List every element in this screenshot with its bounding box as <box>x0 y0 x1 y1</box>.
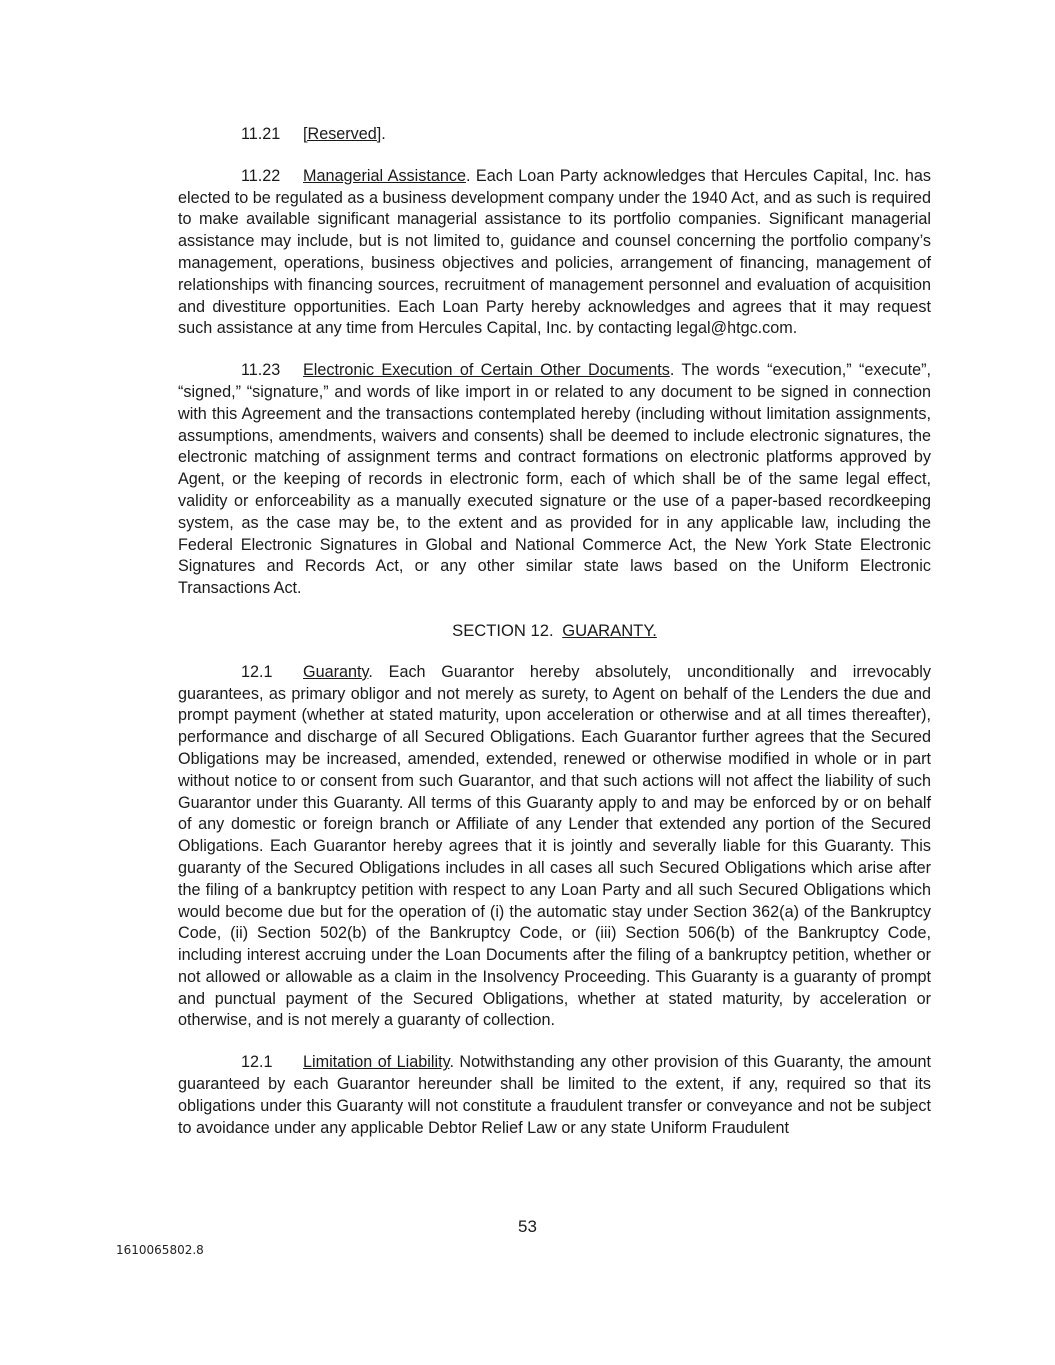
section-number: 12.1 <box>241 1053 273 1072</box>
section-number: 11.22 <box>241 166 281 185</box>
section-heading: Guaranty <box>303 662 369 681</box>
document-id: 1610065802.8 <box>116 1243 204 1257</box>
section-heading: [Reserved] <box>303 125 382 143</box>
section-body: . Notwithstanding any other provision of this Guaranty, the amount guaranteed by each Guarantor hereunder shall be limited to the extent, if any, required so that its obligations under this Guaranty will not constitute a fraudulent transfer or conveyance and not be subject to avoidance under any applicable Debtor Relief Law or any state Uniform Fraudulent <box>178 1053 932 1137</box>
section-number: 12.1 <box>241 662 273 681</box>
section-12-1-guaranty <box>178 662 931 1033</box>
section-body: . Each Loan Party acknowledges that Hercules Capital, Inc. has elected to be regulated as a business development company under the 1940 Act, and as such is required to make available significant managerial assistance to its portfolio companies. Significant managerial assistance may include, but is not limited to, guidance and counsel concerning the portfolio company’s management, operations, business objectives and policies, arrangement of financing, management of relationships with financing sources, recruitment of management personnel and evaluation of acquisition and divestiture opportunities. Each Loan Party hereby acknowledges and agrees that it may request such assistance at any time from Hercules Capital, Inc. by contacting legal@htgc.com. <box>178 166 931 338</box>
section-heading: Limitation of Liability <box>303 1053 450 1072</box>
section-heading: Managerial Assistance <box>303 166 466 185</box>
section-heading: Electronic Execution of Certain Other Documents <box>303 361 670 380</box>
section-trail: . <box>381 125 386 143</box>
page-number: 53 <box>518 1217 537 1236</box>
section-11-23 <box>178 360 931 600</box>
section-12-1-limitation <box>178 1052 931 1139</box>
section-label: SECTION 12. <box>452 620 554 640</box>
section-11-22 <box>178 166 931 340</box>
section-12-title <box>178 620 931 642</box>
section-11-21 <box>178 124 931 146</box>
section-number: 11.21 <box>241 125 281 143</box>
section-body: . The words “execution,” “execute”, “signed,” “signature,” and words of like import in or related to any document to be signed in connection with this Agreement and the transactions contemplated hereby (including without limitation assignments, assumptions, amendments, waivers and consents) shall be deemed to include electronic signatures, the electronic matching of assignment terms and contract formations on electronic platforms approved by Agent, or the keeping of records in electronic form, each of which shall be of the same legal effect, validity or enforceability as a manually executed signature or the use of a paper-based recordkeeping system, as the case may be, to the extent and as provided for in any applicable law, including the Federal Electronic Signatures in Global and National Commerce Act, the New York State Electronic Signatures and Records Act, or any other similar state laws based on the Uniform Electronic Transactions Act. <box>178 361 932 598</box>
section-body: . Each Guarantor hereby absolutely, unconditionally and irrevocably guarantees, as primary obligor and not merely as surety, to Agent on behalf of the Lenders the due and prompt payment (whether at stated maturity, upon acceleration or otherwise and at all times thereafter), performance and discharge of all Secured Obligations. Each Guarantor further agrees that the Secured Obligations may be increased, amended, extended, renewed or otherwise modified in whole or in part without notice to or consent from such Guarantor, and that such actions will not affect the liability of such Guarantor under this Guaranty. All terms of this Guaranty apply to and may be enforced by or on behalf of any domestic or foreign branch or Affiliate of any Lender that extended any portion of the Secured Obligations. Each Guarantor hereby agrees that it is jointly and severally liable for this Guaranty. This guaranty of the Secured Obligations includes in all cases all such Secured Obligations which arise after the filing of a bankruptcy petition with respect to any Loan Party and all such Secured Obligations which would become due but for the operation of (i) the automatic stay under Section 362(a) of the Bankruptcy Code, (ii) Section 502(b) of the Bankruptcy Code, or (iii) Section 506(b) of the Bankruptcy Code, including interest accruing under the Loan Documents after the filing of a bankruptcy petition, whether or not allowed or allowable as a claim in the Insolvency Proceeding. This Guaranty is a guaranty of prompt and punctual payment of the Secured Obligations, whether at stated maturity, by acceleration or otherwise, and is not merely a guaranty of collection. <box>178 662 931 1030</box>
section-number: 11.23 <box>241 361 281 380</box>
document-page <box>178 124 931 1159</box>
section-title-text: GUARANTY. <box>562 620 657 640</box>
